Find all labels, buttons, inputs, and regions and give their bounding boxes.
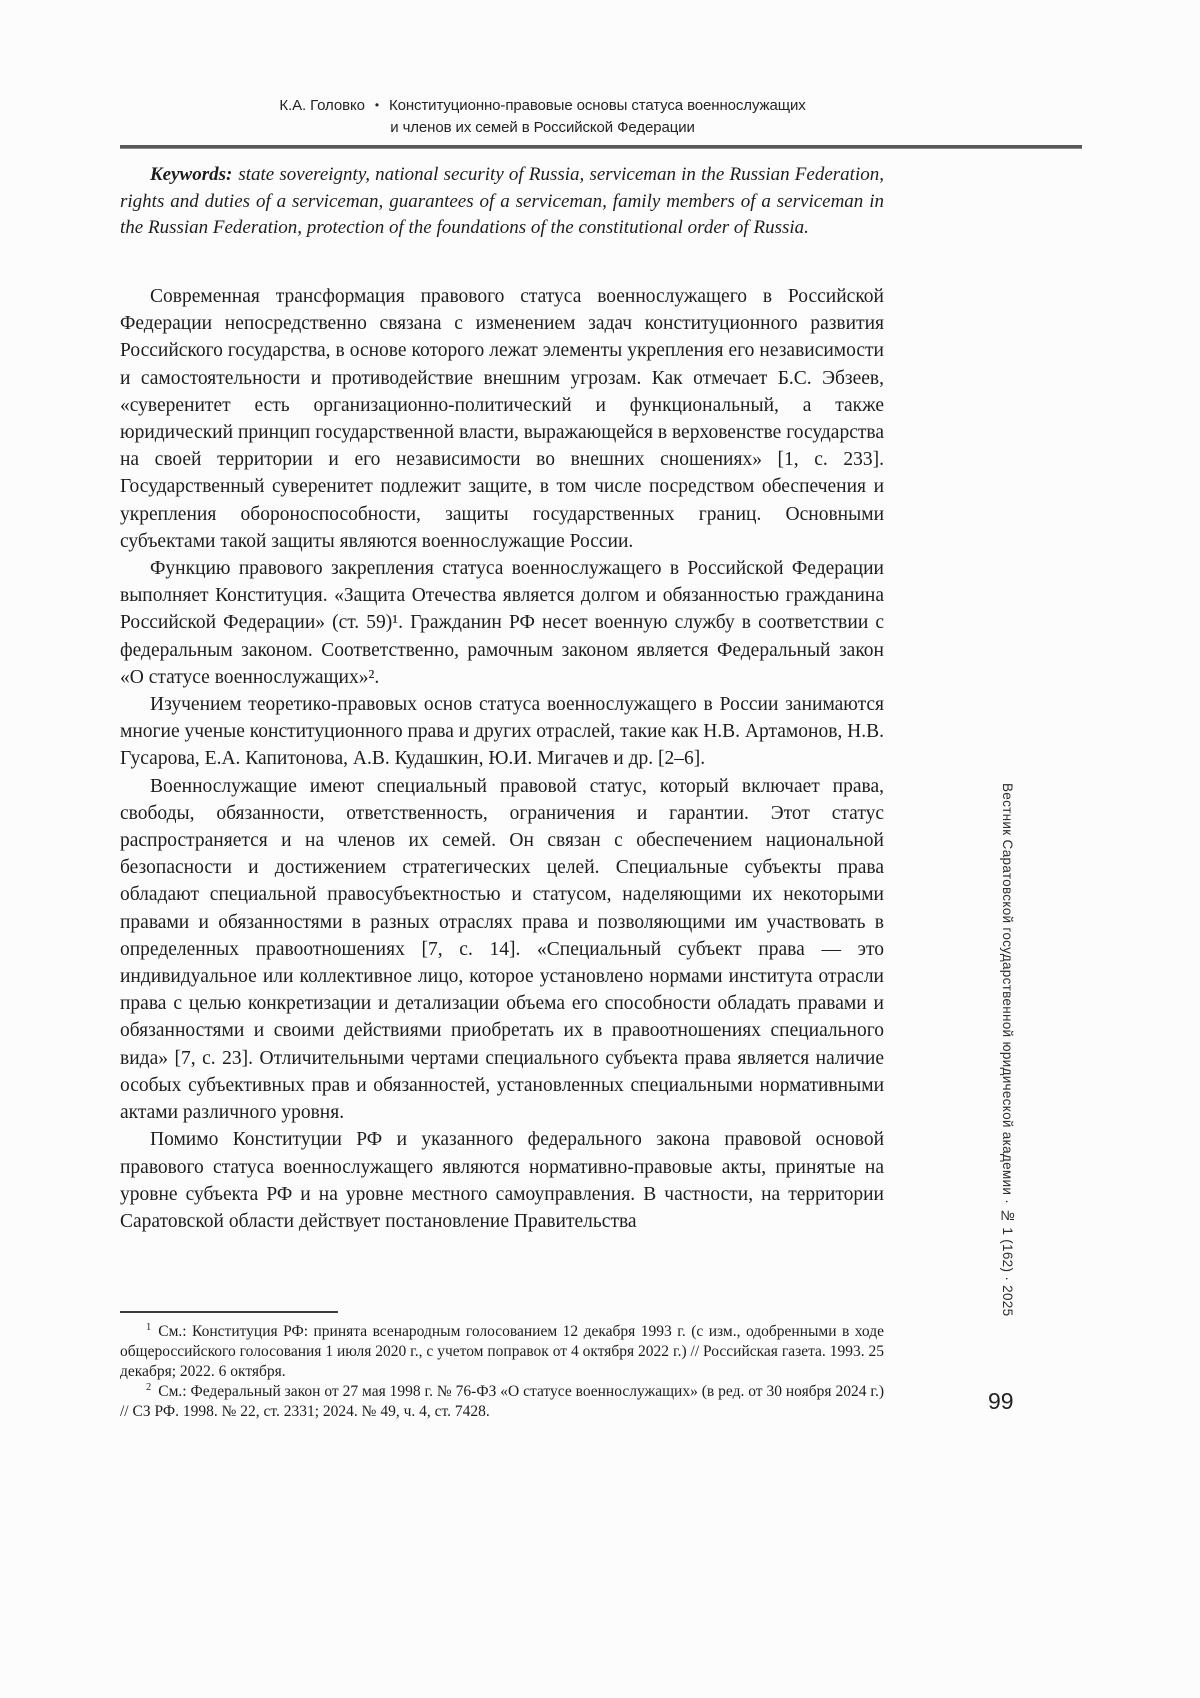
body-paragraph-5: Помимо Конституции РФ и указанного федерального закона правовой основой правового статуса военнослужащего являются нормативно-правовые акты, принятые на уровне субъекта РФ и на уровне местного самоуправления. В частности, на территории Саратовской области действует постановление Правительства xyxy=(120,1129,884,1232)
running-header-title-line-1: Конституционно-правовые основы статуса военнослужащих xyxy=(388,97,806,114)
header-divider-rule xyxy=(120,145,1082,149)
keywords-label: Keywords: xyxy=(150,164,233,185)
footnote-2 xyxy=(120,1382,884,1422)
body-paragraph-3: Изучением теоретико-правовых основ статуса военнослужащего в России занимаются многие ученые конституционного права и других отраслей, такие как Н.В. Артамонов, Н.В. Гусарова, Е.А. Капитонова, А.В. Кудашкин, Ю.И. Мигачев и др. [2–6]. xyxy=(120,694,884,770)
running-header-title-line-2: и членов их семей в Российской Федерации xyxy=(390,119,695,136)
running-header-line-1 xyxy=(120,94,965,117)
footnote-text-2: См.: Федеральный закон от 27 мая 1998 г. № 76-ФЗ «О статусе военнослужащих» (в ред. от 30 ноября 2024 г.) // СЗ РФ. 1998. № 22, ст. 2331; 2024. № 49, ч. 4, ст. 7428. xyxy=(120,1383,884,1420)
footnotes-block xyxy=(120,1311,884,1422)
running-header-author: К.А. Головко xyxy=(279,97,365,114)
keywords-paragraph xyxy=(120,162,884,242)
body-paragraph-2: Функцию правового закрепления статуса военнослужащего в Российской Федерации выполняет Конституция. «Защита Отечества является долгом и обязанностью гражданина Российской Федерации» (ст. 59)¹. Гражданин РФ несет военную службу в соответствии с федеральным законом. Соответственно, рамочным законом является Федеральный закон «О статусе военнослужащих»². xyxy=(120,558,884,688)
footnote-text-1: См.: Конституция РФ: принята всенародным голосованием 12 декабря 1993 г. (с изм., одобренными в ходе общероссийского голосования 1 июля 2020 г., с учетом поправок от 4 октября 2022 г.) // Российская газета. 1993. 25 декабря; 2022. 6 октября. xyxy=(120,1323,884,1380)
bullet-separator: • xyxy=(374,98,379,112)
article-body xyxy=(120,283,884,1235)
page-number: 99 xyxy=(988,1388,1014,1414)
body-paragraph-4: Военнослужащие имеют специальный правовой статус, который включает права, свободы, обязанности, ответственность, ограничения и гарантии. Этот статус распространяется и на членов их семей. Он связан с обеспечением национальной безопасности и достижением стратегических целей. Специальные субъекты права обладают специальной правосубъектностью и статусом, наделяющими их некоторыми правами и обязанностями в разных отраслях права и позволяющими им участвовать в определенных правоотношениях [7, с. 14]. «Специальный субъект права — это индивидуальное или коллективное лицо, которое установлено нормами института отрасли права с целью конкретизации и детализации объема его способности обладать правами и обязанностями и своими действиями приобретать их в правоотношениях специального вида» [7, с. 23]. Отличительными чертами специального субъекта права является наличие особых субъективных прав и обязанностей, установленных специальными нормативными актами различного уровня. xyxy=(120,775,884,1124)
footnote-1 xyxy=(120,1322,884,1382)
keywords-text: state sovereignty, national security of Russia, serviceman in the Russian Federation, rights and duties of a serviceman, guarantees of a serviceman, family members of a serviceman in the Russian Federation, protection of the foundations of the constitutional order of Russia. xyxy=(120,164,884,238)
footnote-marker-1: 1 xyxy=(146,1321,152,1333)
footnote-marker-2: 2 xyxy=(146,1381,152,1393)
keywords-block xyxy=(120,162,884,242)
journal-info-vertical: Вестник Саратовской государственной юридической академии · № 1 (162) · 2025 xyxy=(1000,783,1015,1317)
body-paragraph-1: Современная трансформация правового статуса военнослужащего в Российской Федерации непосредственно связана с изменением задач конституционного развития Российского государства, в основе которого лежат элементы укрепления его независимости и самостоятельности и противодействие внешним угрозам. Как отмечает Б.С. Эбзеев, «суверенитет есть организационно-политический и функциональный, а также юридический принцип государственной власти, выражающейся в верховенстве государства на своей территории и его независимости во внешних сношениях» [1, с. 233]. Государственный суверенитет подлежит защите, в том числе посредством обеспечения и укрепления обороноспособности, защиты государственных границ. Основными субъектами такой защиты являются военнослужащие России. xyxy=(120,286,884,552)
footnote-divider-rule xyxy=(120,1311,338,1313)
running-header xyxy=(120,94,965,139)
